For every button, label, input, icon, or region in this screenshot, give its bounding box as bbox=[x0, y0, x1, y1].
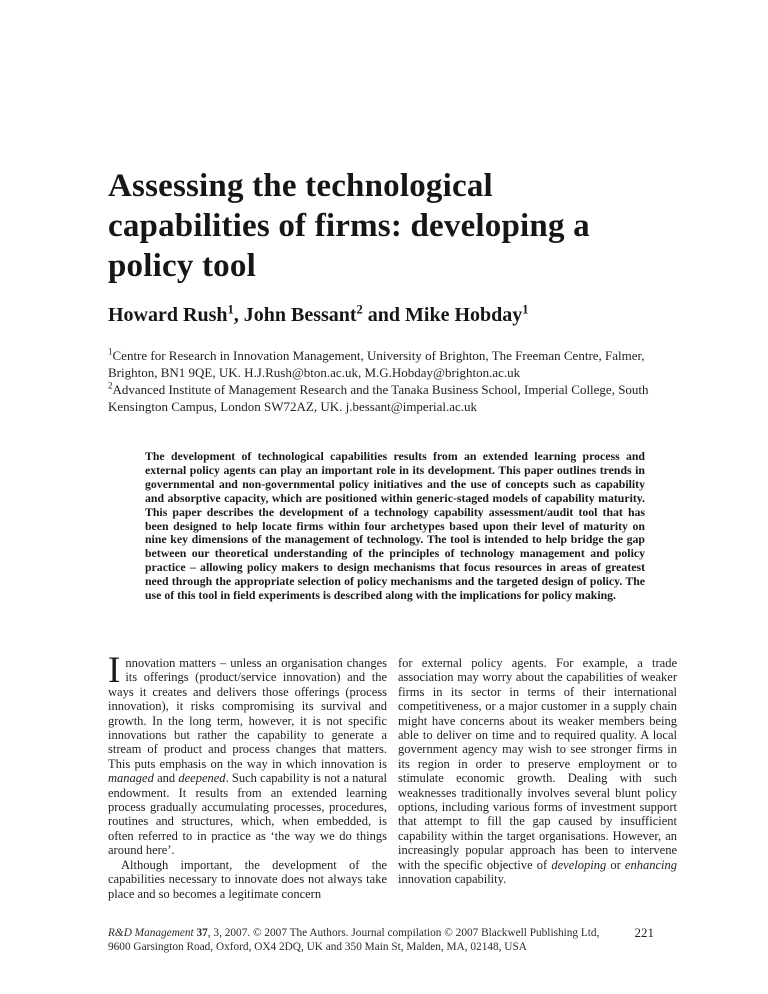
body-paragraph-1-text: nnovation matters – unless an organisation changes its offerings (product/service innovation) and the ways it creates and delivers those offerings (process innovation), it risks compromising its survival and growth. In the long term, however, it is not specific innovations but rather the capability to generate a stream of product and process changes that matters. This puts emphasis on the way in which innovation is bbox=[108, 656, 387, 771]
body-paragraph-2-continued-mid: or bbox=[606, 857, 625, 872]
authors-line bbox=[108, 304, 529, 327]
body-column-left bbox=[108, 650, 387, 901]
author-separator-2: and bbox=[362, 304, 406, 326]
body-paragraph-2: Although important, the development of the capabilities necessary to innovate does not always take place and so becomes a legitimate concern bbox=[108, 857, 387, 901]
body-paragraph-2-continued-end: innovation capability. bbox=[398, 872, 507, 887]
author-name-1: Howard Rush bbox=[108, 304, 228, 326]
title-line-3: policy tool bbox=[108, 248, 256, 284]
body-column-right bbox=[398, 656, 677, 887]
paper-title bbox=[108, 166, 590, 286]
journal-volume: 37 bbox=[196, 927, 208, 939]
author-affiliation-sup-3: 1 bbox=[522, 302, 529, 317]
title-line-2: capabilities of firms: developing a bbox=[108, 208, 590, 244]
body-paragraph-2-continued-text: for external policy agents. For example, a trade association may worry about the capabilities of weaker firms in its sector in terms of their international competitiveness, or a major customer in a supply chain might have concerns about its weaker members being able to deliver on time and to required quality. A local government agency may wish to see stronger firms in its region in order to preserve employment or to stimulate economic growth. Dealing with such weaknesses traditionally involves several blunt policy options, including various forms of investment support that attempt to fill the gap caused by insufficient capability within the target organisations. However, an increasingly popular approach has been to intervene with the specific objective of bbox=[398, 656, 677, 872]
author-name-2: John Bessant bbox=[243, 304, 357, 326]
body-paragraph-2-italic-enhancing: enhancing bbox=[624, 857, 677, 872]
footer-copyright: , 3, 2007. © 2007 The Authors. Journal compilation © 2007 Blackwell Publishing Ltd, bbox=[207, 927, 600, 939]
affiliation-1-text: Centre for Research in Innovation Management, University of Brighton, The Freeman Centre, Falmer, Brighton, BN1 9QE, UK. H.J.Rush@bton.ac.uk, M.G.Hobday@brighton.ac.uk bbox=[108, 348, 645, 380]
affiliation-2-text: Advanced Institute of Management Research and the Tanaka Business School, Imperial College, South Kensington Campus, London SW72AZ, UK. j.bessant@imperial.ac.uk bbox=[108, 382, 649, 414]
author-name-3: Mike Hobday bbox=[405, 304, 523, 326]
affiliation-2 bbox=[108, 381, 683, 415]
abstract-text: The development of technological capabilities results from an extended learning process and external policy agents can play an important role in its development. This paper outlines trends in governmental and non-governmental policy initiatives and the use of concepts such as capability and absorptive capacity, which are positioned within generic-staged models of capability maturity. This paper describes the development of a technology capability assessment/audit tool that has been designed to help locate firms within four archetypes based upon their level of maturity on nine key dimensions of the management of technology. The tool is intended to help bridge the gap between our theoretical understanding of the principles of technology management and policy practice – allowing policy makers to design mechanisms that focus resources in areas of greatest need through the appropriate selection of policy mechanisms and the targeted design of policy. The use of this tool in field experiments is described along with the implications for policy making. bbox=[145, 449, 645, 603]
body-paragraph-1-text-mid: and bbox=[153, 771, 179, 786]
affiliation-1 bbox=[108, 347, 683, 381]
author-affiliation-sup-2: 2 bbox=[356, 302, 363, 317]
dropcap-letter: I bbox=[108, 650, 121, 691]
author-affiliation-sup-1: 1 bbox=[227, 302, 234, 317]
affiliation-2-sup: 2 bbox=[108, 380, 113, 391]
author-separator-1: , bbox=[233, 304, 244, 326]
body-paragraph-1-italic-deepened: deepened bbox=[178, 771, 226, 786]
body-paragraph-1-text-end: . Such capability is not a natural endowment. It results from an extended learning process gradually accumulating processes, procedures, routines and structures, which, when embedded, is often referred to in practice as ‘the way we do things around here’. bbox=[108, 771, 387, 858]
journal-name: R&D Management bbox=[108, 927, 194, 939]
footer-imprint bbox=[108, 926, 608, 954]
footer-line-1 bbox=[108, 926, 608, 940]
page-number: 221 bbox=[634, 925, 654, 940]
body-paragraph-1-italic-managed: managed bbox=[108, 771, 154, 786]
page-footer bbox=[108, 926, 676, 954]
title-line-1: Assessing the technological bbox=[108, 168, 493, 204]
body-paragraph-2-italic-developing: developing bbox=[551, 857, 607, 872]
footer-line-2: 9600 Garsington Road, Oxford, OX4 2DQ, UK and 350 Main St, Malden, MA, 02148, USA bbox=[108, 941, 527, 954]
affiliation-1-sup: 1 bbox=[108, 346, 113, 357]
body-paragraph-1 bbox=[108, 650, 387, 858]
affiliations-block bbox=[108, 347, 683, 415]
body-paragraph-2-continued bbox=[398, 656, 677, 887]
